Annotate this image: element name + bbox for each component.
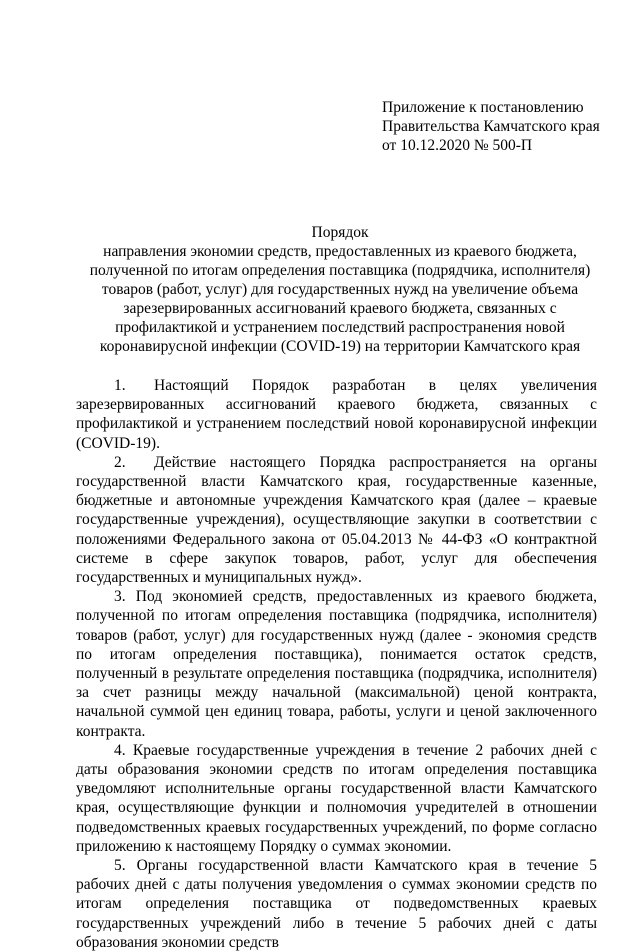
title-line: профилактикой и устранением последствий распространения новой xyxy=(115,319,565,336)
appendix-line-3: от 10.12.2020 № 500-П xyxy=(382,137,533,154)
title-line: зарезервированных ассигнований краевого бюджета, связанных с xyxy=(123,300,557,317)
paragraph-text: Действие настоящего Порядка распространяется на органы государственной власти Камчатского края, государственные казенные, бюджетные и автономные учреждения Камчатского края (далее – краевые государственные учреждения), осуществляющие закупки в соответствии с положениями Федерального закона от 05.04.2013 № 44-ФЗ «О контрактной системе в сфере закупок товаров, работ, услуг для обеспечения государственных и муниципальных нужд». xyxy=(76,453,597,587)
title-line: коронавирусной инфекции (COVID-19) на территории Камчатского края xyxy=(99,338,581,355)
paragraph-text: Под экономией средств, предоставленных из краевого бюджета, полученной по итогам определения поставщика (подрядчика, исполнителя) товаров (работ, услуг) для государственных нужд (далее - экономия средств по итогам определения поставщика), понимается остаток средств, полученный в результате определения поставщика (подрядчика, исполнителя) за счет разницы между начальной (максимальной) ценой контракта, начальной суммой цен единиц товара, работы, услуги и ценой заключенного контракта. xyxy=(76,588,598,740)
title-heading: Порядок xyxy=(311,224,369,241)
paragraph-text: Органы государственной власти Камчатского края в течение 5 рабочих дней с даты получения уведомления о суммах экономии средств по итогам определения поставщика от подведомственных краевых государственных учреждений либо в течение 5 рабочих дней с даты образования экономии средств xyxy=(76,857,598,951)
paragraph-2 xyxy=(76,453,597,587)
title-line: направления экономии средств, предоставленных из краевого бюджета, xyxy=(103,243,577,260)
paragraph-number: 3. xyxy=(114,588,126,606)
document-body xyxy=(76,376,597,952)
paragraph-number: 4. xyxy=(114,741,126,759)
paragraph-5 xyxy=(76,856,597,952)
title-line: полученной по итогам определения поставщика (подрядчика, исполнителя) xyxy=(89,262,591,279)
paragraph-number: 5. xyxy=(114,857,126,875)
appendix-header xyxy=(382,98,600,155)
appendix-line-2: Правительства Камчатского края xyxy=(382,118,600,135)
appendix-line-1: Приложение к постановлению xyxy=(382,99,584,116)
paragraph-4 xyxy=(76,741,597,856)
paragraph-1 xyxy=(76,376,597,453)
paragraph-text: Краевые государственные учреждения в течение 2 рабочих дней с даты образования экономии средств по итогам определения поставщика уведомляют исполнительные органы государственной власти Камчатского края, осуществляющие функции и полномочия учредителей в отношении подведомственных краевых государственных учреждений, по форме согласно приложению к настоящему Порядку о суммах экономии. xyxy=(76,741,598,855)
paragraph-number: 1. xyxy=(114,377,126,394)
title-line: товаров (работ, услуг) для государственных нужд на увеличение объема xyxy=(101,281,579,298)
document-title xyxy=(60,223,620,356)
paragraph-text: Настоящий Порядок разработан в целях увеличения зарезервированных ассигнований краевого бюджета, связанных с профилактикой и устранением последствий новой коронавирусной инфекции (COVID-19). xyxy=(76,377,597,452)
paragraph-number: 2. xyxy=(114,453,126,471)
paragraph-3 xyxy=(76,587,597,741)
